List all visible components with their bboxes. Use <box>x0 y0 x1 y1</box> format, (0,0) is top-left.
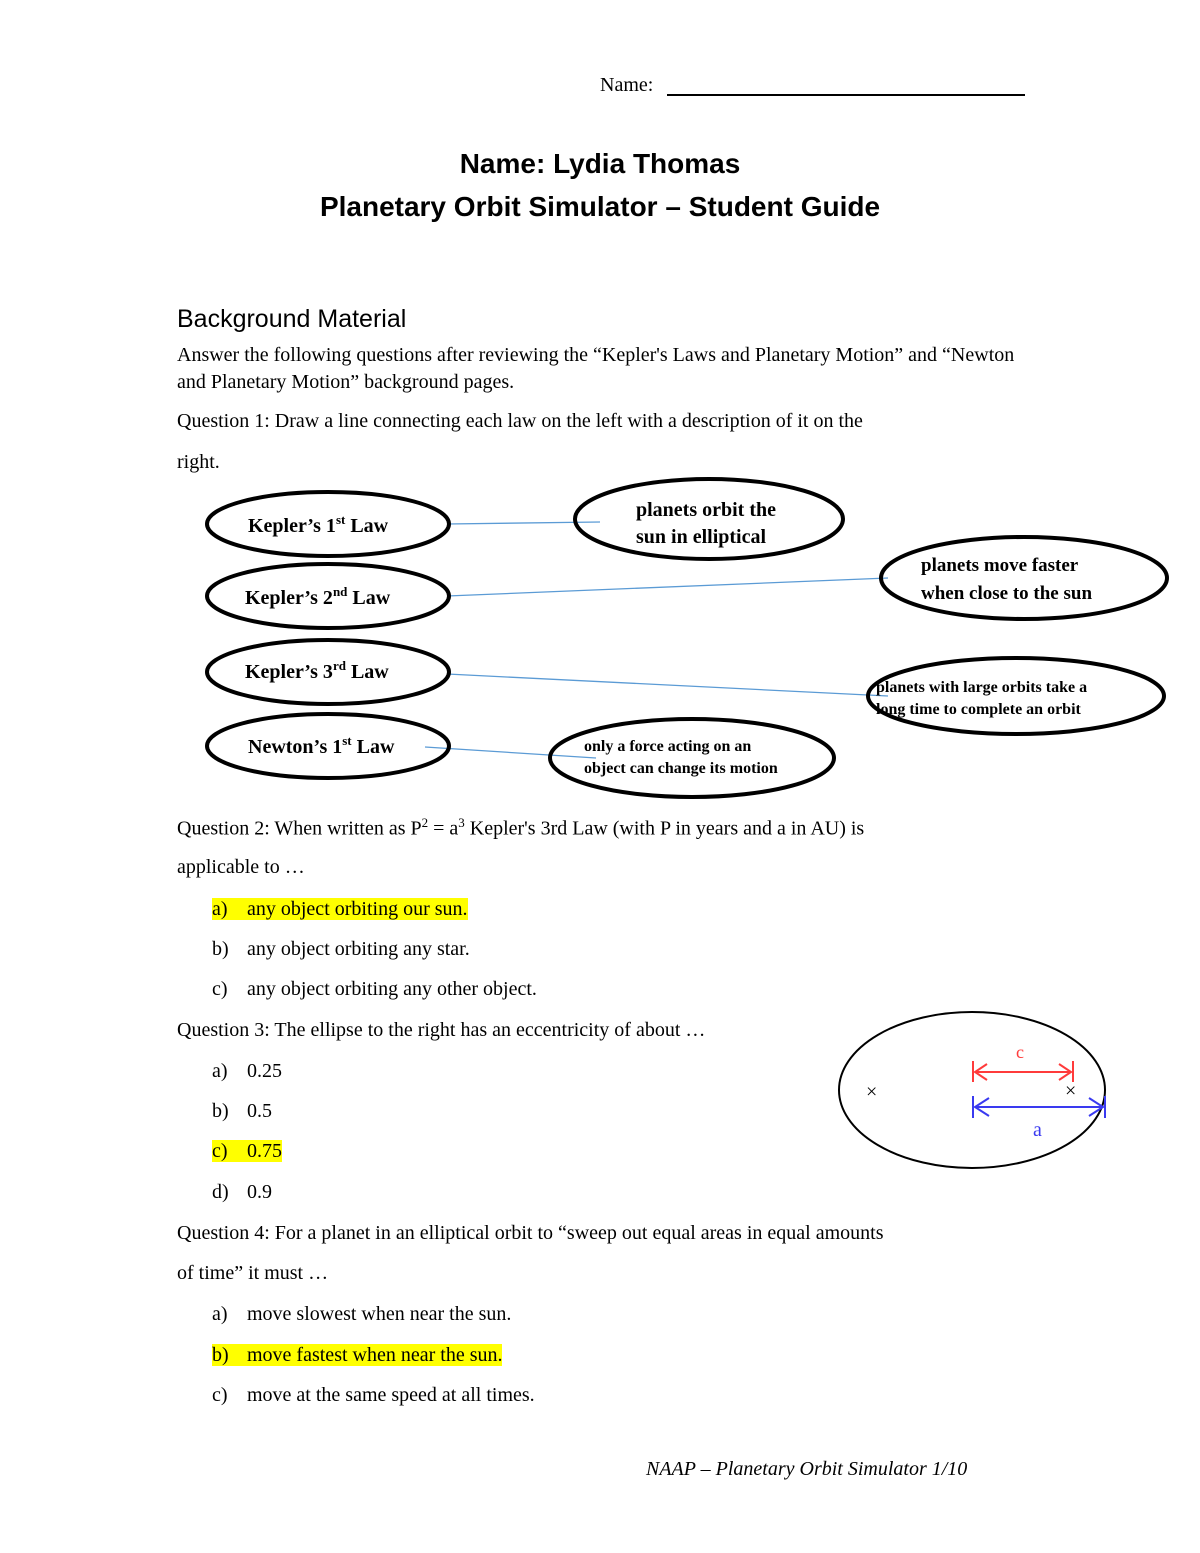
c-label: c <box>1016 1042 1024 1062</box>
q1-prompt-line1: Question 1: Draw a line connecting each law on the left with a description of it on the <box>177 410 863 432</box>
law-label-kepler-3: Kepler’s 3rd Law <box>245 658 389 683</box>
q3-prompt: Question 3: The ellipse to the right has an eccentricity of about … <box>177 1019 706 1041</box>
desc-text-force-2: object can change its motion <box>584 760 778 777</box>
a-label: a <box>1033 1119 1042 1141</box>
q2-option-b: b) any object orbiting any star. <box>212 938 470 960</box>
page-footer: NAAP – Planetary Orbit Simulator 1/10 <box>646 1458 968 1480</box>
desc-text-force-1: only a force acting on an <box>584 738 752 755</box>
student-name: Name: Lydia Thomas <box>459 148 741 179</box>
q4-option-a: a) move slowest when near the sun. <box>212 1303 512 1325</box>
q1-prompt-line2: right. <box>177 451 220 473</box>
q4-option-c: c) move at the same speed at all times. <box>212 1384 535 1406</box>
desc-text-large-orbits-1: planets with large orbits take a <box>876 679 1088 696</box>
q4-option-b: b) move fastest when near the sun. <box>212 1344 503 1366</box>
q3-option-c: c) 0.75 <box>212 1140 282 1162</box>
q3-option-d: d) 0.9 <box>212 1181 272 1203</box>
q3-option-a: a) 0.25 <box>212 1060 282 1082</box>
law-label-kepler-2: Kepler’s 2nd Law <box>245 584 391 609</box>
focus-mark-left: × <box>866 1081 878 1103</box>
section-heading: Background Material <box>177 305 407 333</box>
law-label-newton-1: Newton’s 1st Law <box>248 733 395 758</box>
guide-title: Planetary Orbit Simulator – Student Guide <box>319 191 881 222</box>
desc-oval-faster <box>881 537 1167 619</box>
desc-text-large-orbits-2: long time to complete an orbit <box>876 701 1081 718</box>
desc-text-faster-2: when close to the sun <box>921 583 1093 604</box>
desc-oval-large-orbits <box>868 658 1164 734</box>
law-label-kepler-1: Kepler’s 1st Law <box>248 512 389 537</box>
desc-text-faster-1: planets move faster <box>921 555 1079 576</box>
connector-line <box>447 578 888 596</box>
name-label: Name: <box>600 74 654 96</box>
q4-prompt-line2: of time” it must … <box>177 1262 329 1284</box>
desc-text-elliptical-2: sun in elliptical <box>636 526 767 548</box>
q2-prompt-line1: Question 2: When written as $P^2 = a^3$ Kepler's 3rd Law (with P in years and a in AU) is <box>177 815 865 840</box>
q4-prompt-line1: Question 4: For a planet in an elliptical orbit to “sweep out equal areas in equal amounts <box>177 1222 884 1244</box>
c-dimension-arrow <box>973 1061 1073 1082</box>
q2-prompt-line2: applicable to … <box>177 856 305 878</box>
q2-option-a: a) any object orbiting our sun. <box>212 898 468 920</box>
a-dimension-arrow <box>973 1096 1105 1118</box>
desc-text-elliptical-1: planets orbit the <box>636 499 776 521</box>
focus-mark-right: × <box>1065 1080 1077 1102</box>
q2-option-c: c) any object orbiting any other object. <box>212 978 537 1000</box>
q3-option-b: b) 0.5 <box>212 1100 272 1122</box>
intro-paragraph: Answer the following questions after reviewing the “Kepler's Laws and Planetary Motion” and “Newton and Planetary Motion” background pages. <box>177 344 1015 393</box>
connector-line <box>447 674 888 696</box>
